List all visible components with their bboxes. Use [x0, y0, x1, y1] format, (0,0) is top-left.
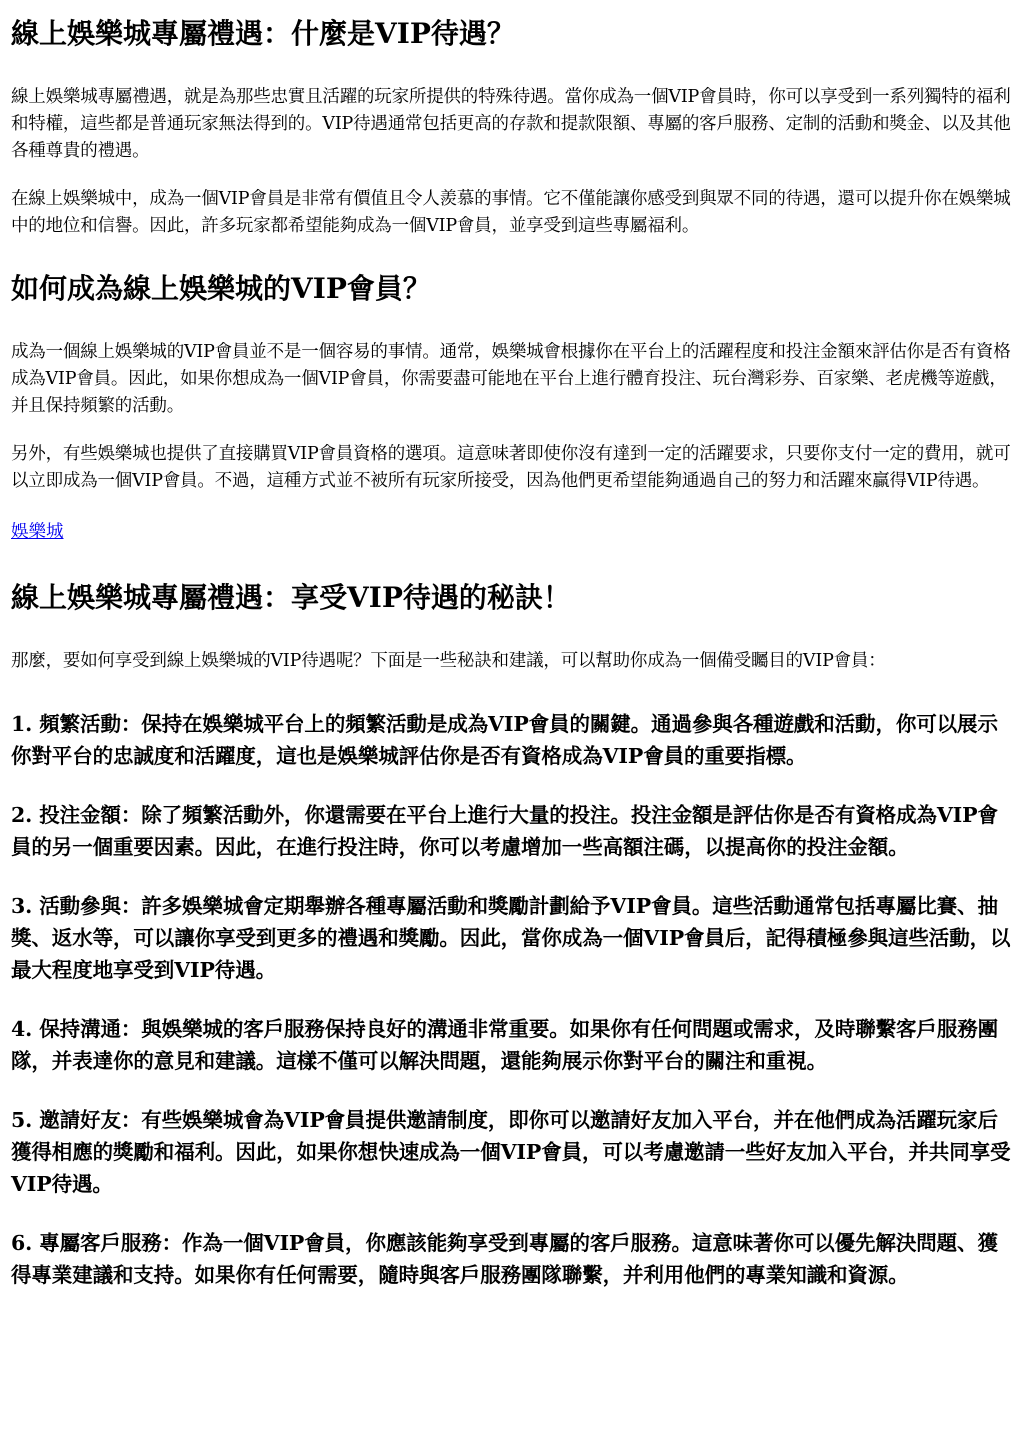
paragraph-vip-definition: 線上娛樂城專屬禮遇，就是為那些忠實且活躍的玩家所提供的特殊待遇。當你成為一個VIP會員時，你可以享受到一系列獨特的福利和特權，這些都是普通玩家無法得到的。VIP待遇通常包括更高的存款和提款限額、專屬的客戶服務、定制的活動和獎金、以及其他各種尊貴的禮遇。: [11, 87, 1011, 161]
casino-link[interactable]: 娛樂城: [11, 522, 64, 542]
paragraph-tips-intro: 那麼，要如何享受到線上娛樂城的VIP待遇呢？下面是一些秘訣和建議，可以幫助你成為一個備受矚目的VIP會員：: [11, 651, 886, 671]
tips-list: [11, 708, 1013, 1291]
paragraph-vip-value: 在線上娛樂城中，成為一個VIP會員是非常有價值且令人羨慕的事情。它不僅能讓你感受到與眾不同的待遇，還可以提升你在娛樂城中的地位和信譽。因此，許多玩家都希望能夠成為一個VIP會員，並享受到這些專屬福利。: [11, 189, 1011, 236]
heading-how-to-become-vip: 如何成為線上娛樂城的VIP會員？: [11, 272, 431, 305]
tip-keep-communication: 4. 保持溝通：與娛樂城的客戶服務保持良好的溝通非常重要。如果你有任何問題或需求，及時聯繫客戶服務團隊，并表達你的意見和建議。這樣不僅可以解決問題，還能夠展示你對平台的關注和重視。: [11, 1017, 999, 1073]
tip-invite-friends: 5. 邀請好友：有些娛樂城會為VIP會員提供邀請制度，即你可以邀請好友加入平台，并在他們成為活躍玩家后獲得相應的獎勵和福利。因此，如果你想快速成為一個VIP會員，可以考慮邀請一些好友加入平台，并共同享受VIP待遇。: [11, 1108, 1011, 1196]
tip-frequent-activity: 1. 頻繁活動：保持在娛樂城平台上的頻繁活動是成為VIP會員的關鍵。通過參與各種遊戲和活動，你可以展示你對平台的忠誠度和活躍度，這也是娛樂城評估你是否有資格成為VIP會員的重要指標。: [11, 712, 998, 768]
tip-exclusive-service: 6. 專屬客戶服務：作為一個VIP會員，你應該能夠享受到專屬的客戶服務。這意味著你可以優先解決問題、獲得專業建議和支持。如果你有任何需要，隨時與客戶服務團隊聯繫，并利用他們的專業知識和資源。: [11, 1231, 998, 1287]
tip-event-participation: 3. 活動參與：許多娛樂城會定期舉辦各種專屬活動和獎勵計劃給予VIP會員。這些活動通常包括專屬比賽、抽獎、返水等，可以讓你享受到更多的禮遇和獎勵。因此，當你成為一個VIP會員后，記得積極參與這些活動，以最大程度地享受到VIP待遇。: [11, 894, 1011, 982]
heading-what-is-vip: 線上娛樂城專屬禮遇：什麼是VIP待遇？: [11, 17, 515, 50]
paragraph-vip-requirements: 成為一個線上娛樂城的VIP會員並不是一個容易的事情。通常，娛樂城會根據你在平台上的活躍程度和投注金額來評估你是否有資格成為VIP會員。因此，如果你想成為一個VIP會員，你需要盡可能地在平台上進行體育投注、玩台灣彩券、百家樂、老虎機等遊戲，并且保持頻繁的活動。: [11, 342, 1011, 416]
link-container: [11, 519, 1013, 546]
tip-betting-amount: 2. 投注金額：除了頻繁活動外，你還需要在平台上進行大量的投注。投注金額是評估你是否有資格成為VIP會員的另一個重要因素。因此，在進行投注時，你可以考慮增加一些高額注碼，以提高你的投注金額。: [11, 803, 998, 859]
heading-vip-secrets: 線上娛樂城專屬禮遇：享受VIP待遇的秘訣！: [11, 581, 571, 614]
paragraph-vip-purchase: 另外，有些娛樂城也提供了直接購買VIP會員資格的選項。這意味著即使你沒有達到一定的活躍要求，只要你支付一定的費用，就可以立即成為一個VIP會員。不過，這種方式並不被所有玩家所接受，因為他們更希望能夠通過自己的努力和活躍來贏得VIP待遇。: [11, 444, 1011, 491]
